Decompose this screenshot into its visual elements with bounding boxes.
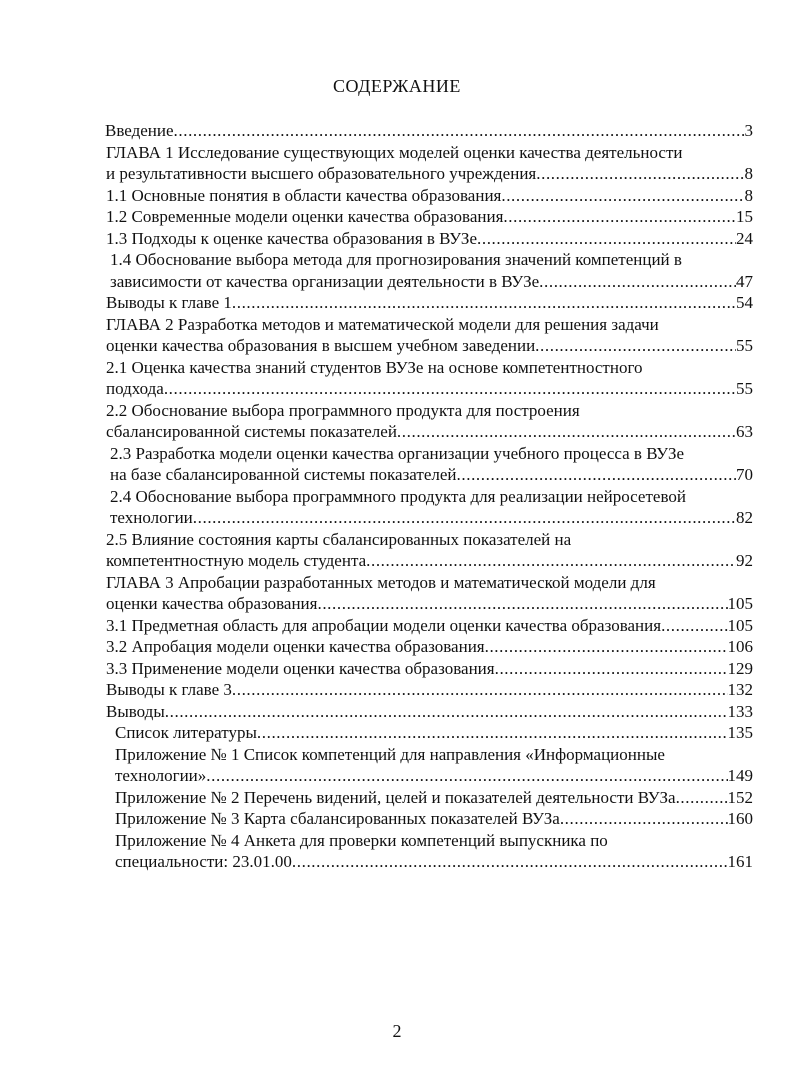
toc-entry-line: 1.4 Обоснование выбора метода для прогнозирования значений компетенций в <box>110 250 682 269</box>
toc-entry-line: ГЛАВА 2 Разработка методов и математической модели для решения задачи <box>106 314 659 334</box>
toc-page-number: 149 <box>727 766 753 785</box>
toc-entry[interactable] <box>105 572 753 615</box>
toc-page-number: 132 <box>727 680 753 699</box>
toc-entry-title: 1.3 Подходы к оценке качества образования в ВУЗе <box>106 228 477 248</box>
toc-entry-title: сбалансированной системы показателей <box>106 422 397 441</box>
toc-entry-last-line <box>110 271 753 293</box>
dot-leader <box>317 593 727 615</box>
toc-page-number: 152 <box>727 787 753 807</box>
dot-leader <box>676 787 728 809</box>
dot-leader <box>292 851 728 873</box>
toc-entry-last-line <box>106 335 753 357</box>
table-of-contents <box>105 120 753 873</box>
dot-leader <box>501 185 744 207</box>
dot-leader <box>232 292 736 314</box>
toc-entry[interactable] <box>105 249 753 292</box>
dot-leader <box>193 507 736 529</box>
dot-leader <box>366 550 736 572</box>
toc-entry[interactable] <box>105 636 753 658</box>
toc-entry[interactable] <box>105 744 753 787</box>
toc-entry-last-line <box>106 550 753 572</box>
dot-leader <box>503 206 736 228</box>
dot-leader <box>257 722 728 744</box>
toc-entry-line: ГЛАВА 1 Исследование существующих моделей оценки качества деятельности <box>106 142 683 162</box>
toc-entry-line: 2.4 Обоснование выбора программного продукта для реализации нейросетевой <box>110 486 686 506</box>
toc-entry-title: специальности: 23.01.00 <box>115 852 292 871</box>
toc-page-number: 15 <box>736 207 753 226</box>
toc-entry-line: 2.2 Обоснование выбора программного продукта для построения <box>106 400 580 420</box>
toc-entry-last-line <box>106 593 753 615</box>
toc-entry-title: на базе сбалансированной системы показателей <box>110 465 457 484</box>
toc-entry-title: Введение <box>105 121 174 140</box>
toc-page-number: 55 <box>736 336 753 355</box>
toc-entry-title: оценки качества образования в высшем учебном заведении <box>106 336 536 355</box>
dot-leader <box>485 636 728 658</box>
toc-entry[interactable] <box>105 679 753 701</box>
toc-entry[interactable] <box>105 701 753 723</box>
toc-entry-line: Приложение № 4 Анкета для проверки компетенций выпускника по <box>115 830 608 850</box>
toc-entry-title: 3.2 Апробация модели оценки качества образования <box>106 637 485 656</box>
toc-page-number: 8 <box>744 164 753 183</box>
toc-page-number: 70 <box>736 465 753 484</box>
toc-entry-title: технологии <box>110 508 193 527</box>
dot-leader <box>477 228 736 250</box>
dot-leader <box>206 765 727 787</box>
toc-entry[interactable] <box>105 486 753 529</box>
toc-entry[interactable] <box>105 615 753 637</box>
toc-page-number: 8 <box>744 185 753 205</box>
toc-entry-last-line <box>110 464 753 486</box>
toc-page-number: 63 <box>736 422 753 441</box>
toc-entry-last-line <box>115 787 753 809</box>
toc-entry-title: технологии» <box>115 766 207 785</box>
toc-page-number: 105 <box>727 594 753 613</box>
toc-entry-title: 3.1 Предметная область для апробации модели оценки качества образования <box>106 615 662 635</box>
toc-entry[interactable] <box>105 722 753 744</box>
dot-leader <box>397 421 736 443</box>
toc-entry-last-line <box>106 658 753 680</box>
toc-entry-title: 1.2 Современные модели оценки качества образования <box>106 207 504 226</box>
dot-leader <box>165 701 728 723</box>
toc-entry-last-line <box>106 679 753 701</box>
toc-entry[interactable] <box>105 142 753 185</box>
toc-entry-title: 3.3 Применение модели оценки качества образования <box>106 658 495 678</box>
toc-entry-title: Выводы к главе 3 <box>106 680 232 699</box>
toc-entry-title: зависимости от качества организации деятельности в ВУЗе <box>110 271 540 291</box>
toc-entry-last-line <box>115 808 753 830</box>
toc-page-number: 54 <box>736 293 753 312</box>
toc-entry-last-line <box>106 185 753 207</box>
toc-entry-title: 1.1 Основные понятия в области качества образования <box>106 185 502 205</box>
toc-page-number: 106 <box>727 637 753 656</box>
toc-entry-line: 2.5 Влияние состояния карты сбалансированных показателей на <box>106 529 572 549</box>
toc-page-number: 92 <box>736 551 753 570</box>
toc-entry[interactable] <box>105 830 753 873</box>
toc-entry[interactable] <box>105 400 753 443</box>
toc-entry-last-line <box>110 507 753 529</box>
toc-entry-last-line <box>106 615 753 637</box>
toc-page-number: 3 <box>744 121 753 140</box>
dot-leader <box>539 271 736 293</box>
toc-page-number: 24 <box>736 228 753 248</box>
dot-leader <box>174 120 745 142</box>
toc-entry-line: ГЛАВА 3 Апробации разработанных методов и математической модели для <box>106 572 656 592</box>
toc-entry-last-line <box>106 421 753 443</box>
toc-entry-last-line <box>115 722 753 744</box>
dot-leader <box>536 163 744 185</box>
toc-entry-last-line <box>115 765 753 787</box>
toc-entry-last-line <box>115 851 753 873</box>
toc-entry-last-line <box>106 228 753 250</box>
toc-entry[interactable] <box>105 658 753 680</box>
toc-entry-title: Приложение № 3 Карта сбалансированных показателей ВУЗа <box>115 809 560 828</box>
toc-page-number: 133 <box>727 701 753 721</box>
dot-leader <box>535 335 736 357</box>
dot-leader <box>661 615 727 637</box>
toc-entry[interactable] <box>105 314 753 357</box>
toc-entry-title: Выводы <box>106 701 165 721</box>
page-number: 2 <box>392 1021 402 1041</box>
dot-leader <box>495 658 728 680</box>
toc-entry[interactable] <box>105 228 753 250</box>
toc-entry-last-line <box>106 378 753 400</box>
toc-entry-title: и результативности высшего образовательного учреждения <box>106 164 537 183</box>
toc-page-number: 160 <box>727 809 753 828</box>
toc-entry-title: Список литературы <box>115 723 257 742</box>
toc-entry[interactable] <box>105 120 753 142</box>
toc-page-number: 105 <box>727 615 753 635</box>
toc-page-number: 82 <box>736 508 753 527</box>
page-title: СОДЕРЖАНИЕ <box>333 76 461 96</box>
toc-entry-last-line <box>106 701 753 723</box>
toc-entry-title: подхода <box>106 379 164 398</box>
toc-entry[interactable] <box>105 787 753 809</box>
toc-entry-line: Приложение № 1 Список компетенций для направления «Информационные <box>115 744 665 764</box>
dot-leader <box>457 464 736 486</box>
toc-entry-last-line <box>106 206 753 228</box>
toc-entry[interactable] <box>105 529 753 572</box>
toc-page-number: 47 <box>736 271 753 291</box>
toc-entry-last-line <box>105 120 753 142</box>
toc-entry-title: Выводы к главе 1 <box>106 293 232 312</box>
toc-entry-line: 2.1 Оценка качества знаний студентов ВУЗе на основе компетентностного <box>106 357 643 377</box>
toc-entry-title: Приложение № 2 Перечень видений, целей и показателей деятельности ВУЗа <box>115 787 676 807</box>
toc-page-number: 129 <box>727 658 753 678</box>
toc-entry[interactable] <box>105 808 753 830</box>
toc-entry[interactable] <box>105 206 753 228</box>
dot-leader <box>164 378 736 400</box>
toc-page-number: 55 <box>736 379 753 398</box>
toc-entry-last-line <box>106 292 753 314</box>
dot-leader <box>560 808 728 830</box>
toc-entry[interactable] <box>105 185 753 207</box>
toc-page-number: 161 <box>727 852 753 871</box>
toc-entry-last-line <box>106 636 753 658</box>
toc-entry-title: оценки качества образования <box>106 594 318 613</box>
toc-entry[interactable] <box>105 357 753 400</box>
toc-entry-last-line <box>106 163 753 185</box>
toc-page-number: 135 <box>727 723 753 742</box>
toc-entry-title: компетентностную модель студента <box>106 551 367 570</box>
toc-entry[interactable] <box>105 443 753 486</box>
toc-entry[interactable] <box>105 292 753 314</box>
toc-entry-line: 2.3 Разработка модели оценки качества организации учебного процесса в ВУЗе <box>110 443 685 463</box>
dot-leader <box>232 679 728 701</box>
